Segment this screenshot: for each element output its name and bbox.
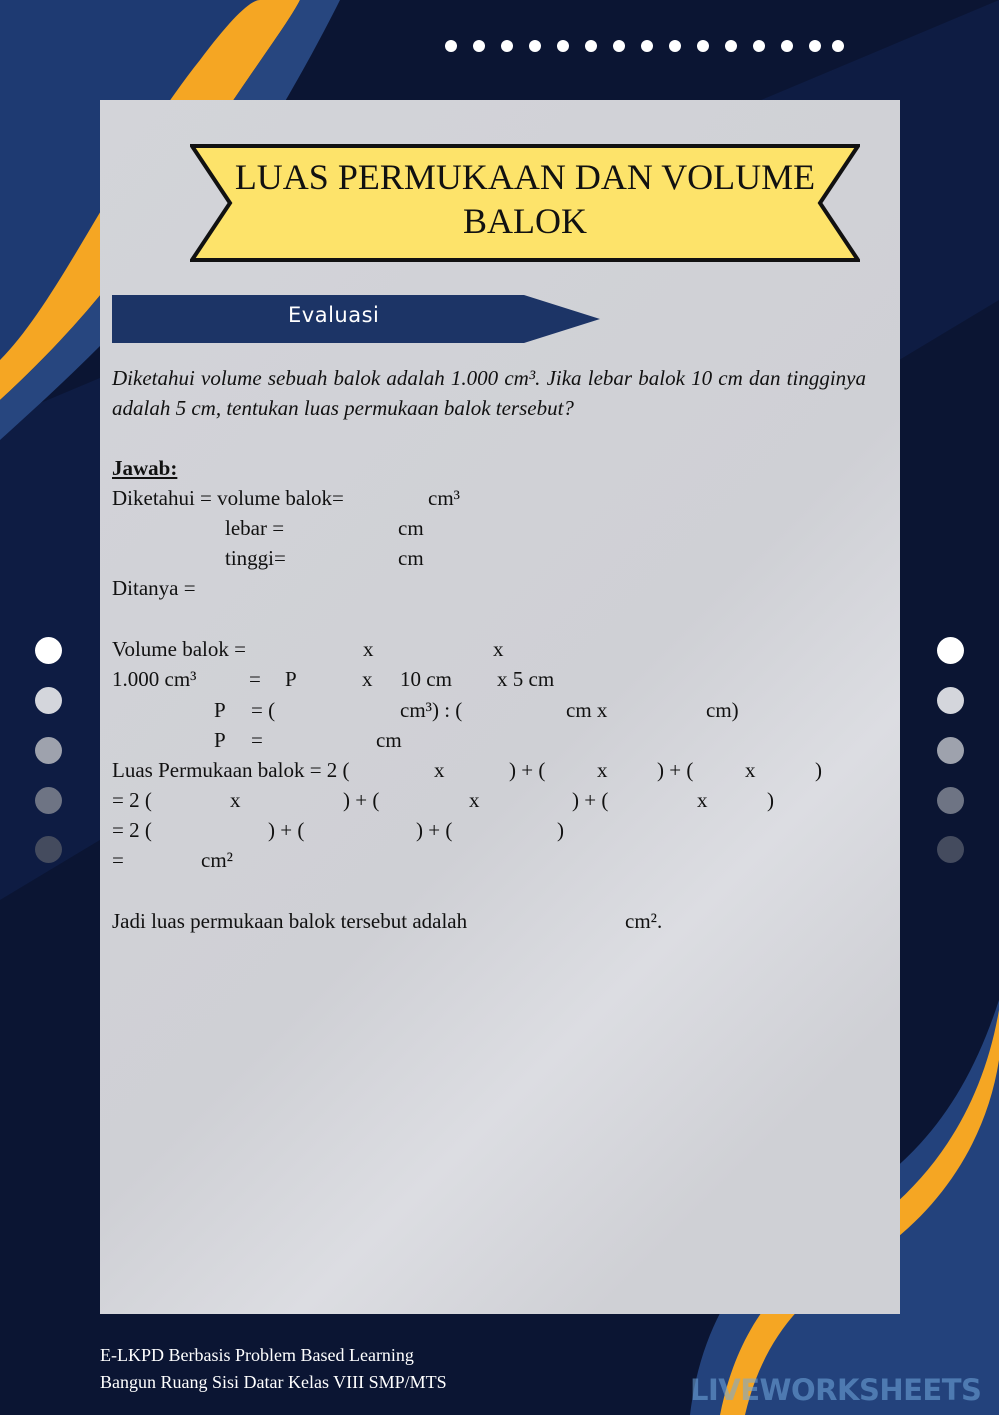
close-plus: ) + ( bbox=[268, 818, 305, 842]
equals-sign: = bbox=[249, 667, 261, 691]
times-sign: x bbox=[597, 758, 608, 782]
close-paren: ) bbox=[767, 788, 774, 812]
equals-open: = ( bbox=[251, 698, 276, 722]
close-plus: ) + ( bbox=[572, 788, 609, 812]
divide-text: cm³) : ( bbox=[400, 698, 463, 722]
surface-label: Luas Permukaan balok = 2 ( bbox=[112, 758, 350, 782]
page-title: LUAS PERMUKAAN DAN VOLUME BALOK bbox=[234, 157, 816, 241]
equals-open: = 2 ( bbox=[112, 818, 152, 842]
equals-open: = 2 ( bbox=[112, 788, 152, 812]
area-unit: cm² bbox=[201, 848, 233, 872]
volume-label: Volume balok = bbox=[112, 637, 246, 661]
question-text: Diketahui volume sebuah balok adalah 1.000 cm³. Jika lebar balok 10 cm dan tingginya adalah 5 cm, tentukan luas permukaan balok tersebut? bbox=[112, 366, 866, 420]
volume-value: 1.000 cm³ bbox=[112, 667, 197, 691]
times-sign: x bbox=[469, 788, 480, 812]
length-symbol: P bbox=[214, 728, 226, 752]
height-label: tinggi= bbox=[225, 546, 286, 570]
times-sign: x bbox=[745, 758, 756, 782]
length-symbol: P bbox=[214, 698, 226, 722]
known-unit: cm³ bbox=[428, 486, 460, 510]
close-plus: ) + ( bbox=[343, 788, 380, 812]
times-sign: x bbox=[434, 758, 445, 782]
asked-label: Ditanya = bbox=[112, 576, 196, 600]
height-unit: cm bbox=[398, 546, 424, 570]
footer-line-1: E-LKPD Berbasis Problem Based Learning bbox=[100, 1345, 414, 1365]
width-label: lebar = bbox=[225, 516, 285, 540]
conclusion-unit: cm². bbox=[625, 909, 663, 933]
section-label: Evaluasi bbox=[288, 303, 380, 327]
watermark-logo: LIVEWORKSHEETS bbox=[690, 1373, 982, 1407]
times-sign: x bbox=[230, 788, 241, 812]
close-plus: ) + ( bbox=[657, 758, 694, 782]
known-label: Diketahui = volume balok= bbox=[112, 486, 344, 510]
close-paren: ) bbox=[557, 818, 564, 842]
equals-sign: = bbox=[251, 728, 263, 752]
times-sign: x bbox=[363, 637, 374, 661]
times-sign: x bbox=[697, 788, 708, 812]
cm-unit: cm bbox=[376, 728, 402, 752]
times-sign: x bbox=[362, 667, 373, 691]
width-unit: cm bbox=[398, 516, 424, 540]
cm-close: cm) bbox=[706, 698, 739, 722]
times-sign: x bbox=[493, 637, 504, 661]
conclusion-text: Jadi luas permukaan balok tersebut adalah bbox=[112, 909, 468, 933]
close-plus: ) + ( bbox=[416, 818, 453, 842]
length-symbol: P bbox=[285, 667, 297, 691]
height-value: x 5 cm bbox=[497, 667, 555, 691]
width-value: 10 cm bbox=[400, 667, 452, 691]
footer-line-2: Bangun Ruang Sisi Datar Kelas VIII SMP/MTS bbox=[100, 1372, 447, 1392]
close-plus: ) + ( bbox=[509, 758, 546, 782]
close-paren: ) bbox=[815, 758, 822, 782]
answer-heading: Jawab: bbox=[112, 456, 178, 480]
equals-sign: = bbox=[112, 848, 124, 872]
cm-times: cm x bbox=[566, 698, 608, 722]
